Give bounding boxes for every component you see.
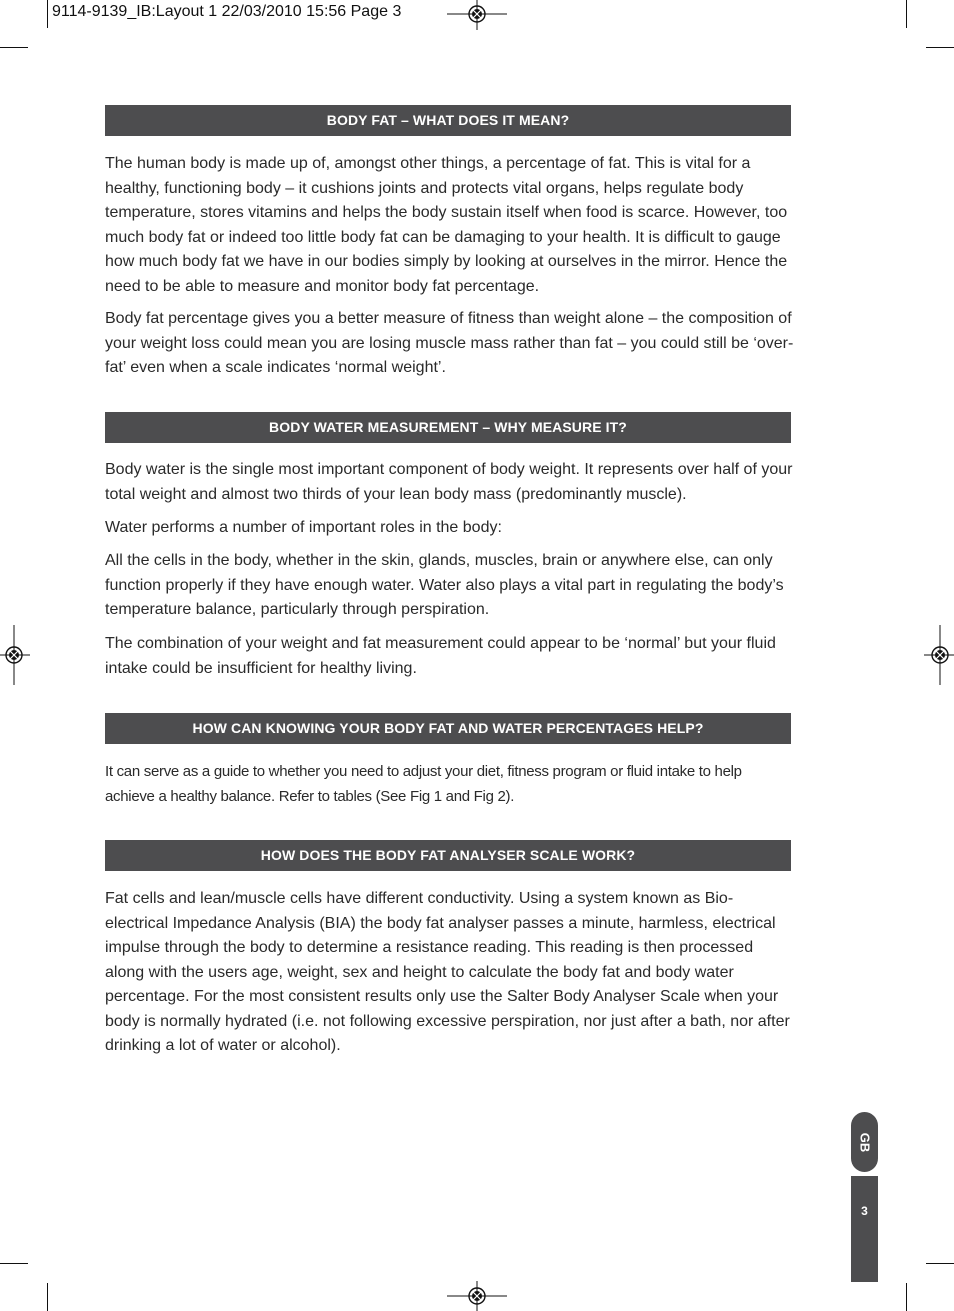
crop-mark-bottom-right-h [926, 1263, 954, 1264]
page-number-tab [851, 1176, 878, 1282]
language-tab-label: GB [857, 1132, 872, 1152]
crop-mark-bottom-left-v [47, 1283, 48, 1311]
paragraph: Body water is the single most important component of body weight. It represents over half of your total weight and almost two thirds of your lean body mass (predominantly muscle). [105, 461, 793, 503]
section-heading-body-water: BODY WATER MEASUREMENT – WHY MEASURE IT? [105, 412, 791, 443]
section-heading-body-fat: BODY FAT – WHAT DOES IT MEAN? [105, 105, 791, 136]
crop-mark-bottom-right-v [906, 1283, 907, 1311]
page-number: 3 [861, 1204, 868, 1218]
registration-mark-icon [447, 1281, 507, 1311]
crop-mark-top-right-v [906, 0, 907, 28]
registration-mark-icon [0, 625, 30, 685]
paragraph: Body fat percentage gives you a better measure of fitness than weight alone – the composition of your weight loss could mean you are losing muscle mass rather than fat – you could still be ‘over-fat’ even when a scale indicates ‘normal weight’. [105, 310, 794, 376]
paragraph: Fat cells and lean/muscle cells have different conductivity. Using a system known as Bio-electrical Impedance Analysis (BIA) the body fat analyser passes a minute, harmless, electrical impulse through the body to determine a resistance reading. This reading is then processed along with the users age, weight, sex and height to calculate the body fat and body water percentage. For the most consistent results only use the Salter Body Analyser Scale when your body is normally hydrated (i.e. not following excessive perspiration, nor just after a bath, nor after drinking a lot of water or alcohol). [105, 890, 790, 1054]
crop-mark-top-right-h [926, 47, 954, 48]
crop-mark-top-left-v [47, 0, 48, 28]
print-slug: 9114-9139_IB:Layout 1 22/03/2010 15:56 Page 3 [52, 3, 402, 20]
paragraph: Water performs a number of important roles in the body: [105, 519, 502, 536]
registration-mark-icon [924, 625, 954, 685]
section-heading-knowing-percentages: HOW CAN KNOWING YOUR BODY FAT AND WATER PERCENTAGES HELP? [105, 713, 791, 744]
paragraph: The combination of your weight and fat measurement could appear to be ‘normal’ but your fluid intake could be insufficient for healthy living. [105, 635, 776, 677]
paragraph: The human body is made up of, amongst other things, a percentage of fat. This is vital for a healthy, functioning body – it cushions joints and protects vital organs, helps regulate body temperature, stores vitamins and helps the body sustain itself when food is scarce. However, too much body fat or indeed too little body fat can be damaging to your health. It is difficult to gauge how much body fat we have in our bodies simply by looking at ourselves in the mirror. Hence the need to be able to measure and monitor body fat percentage. [105, 155, 788, 295]
paragraph: It can serve as a guide to whether you need to adjust your diet, fitness program or fluid intake to help achieve a healthy balance. Refer to tables (See Fig 1 and Fig 2). [105, 763, 742, 805]
section-heading-how-scale-works: HOW DOES THE BODY FAT ANALYSER SCALE WORK? [105, 840, 791, 871]
paragraph: All the cells in the body, whether in the skin, glands, muscles, brain or anywhere else, can only function properly if they have enough water. Water also plays a vital part in regulating the body’s temperature balance, particularly through perspiration. [105, 552, 784, 618]
registration-mark-icon [447, 0, 507, 30]
crop-mark-top-left-h [0, 47, 28, 48]
crop-mark-bottom-left-h [0, 1263, 28, 1264]
